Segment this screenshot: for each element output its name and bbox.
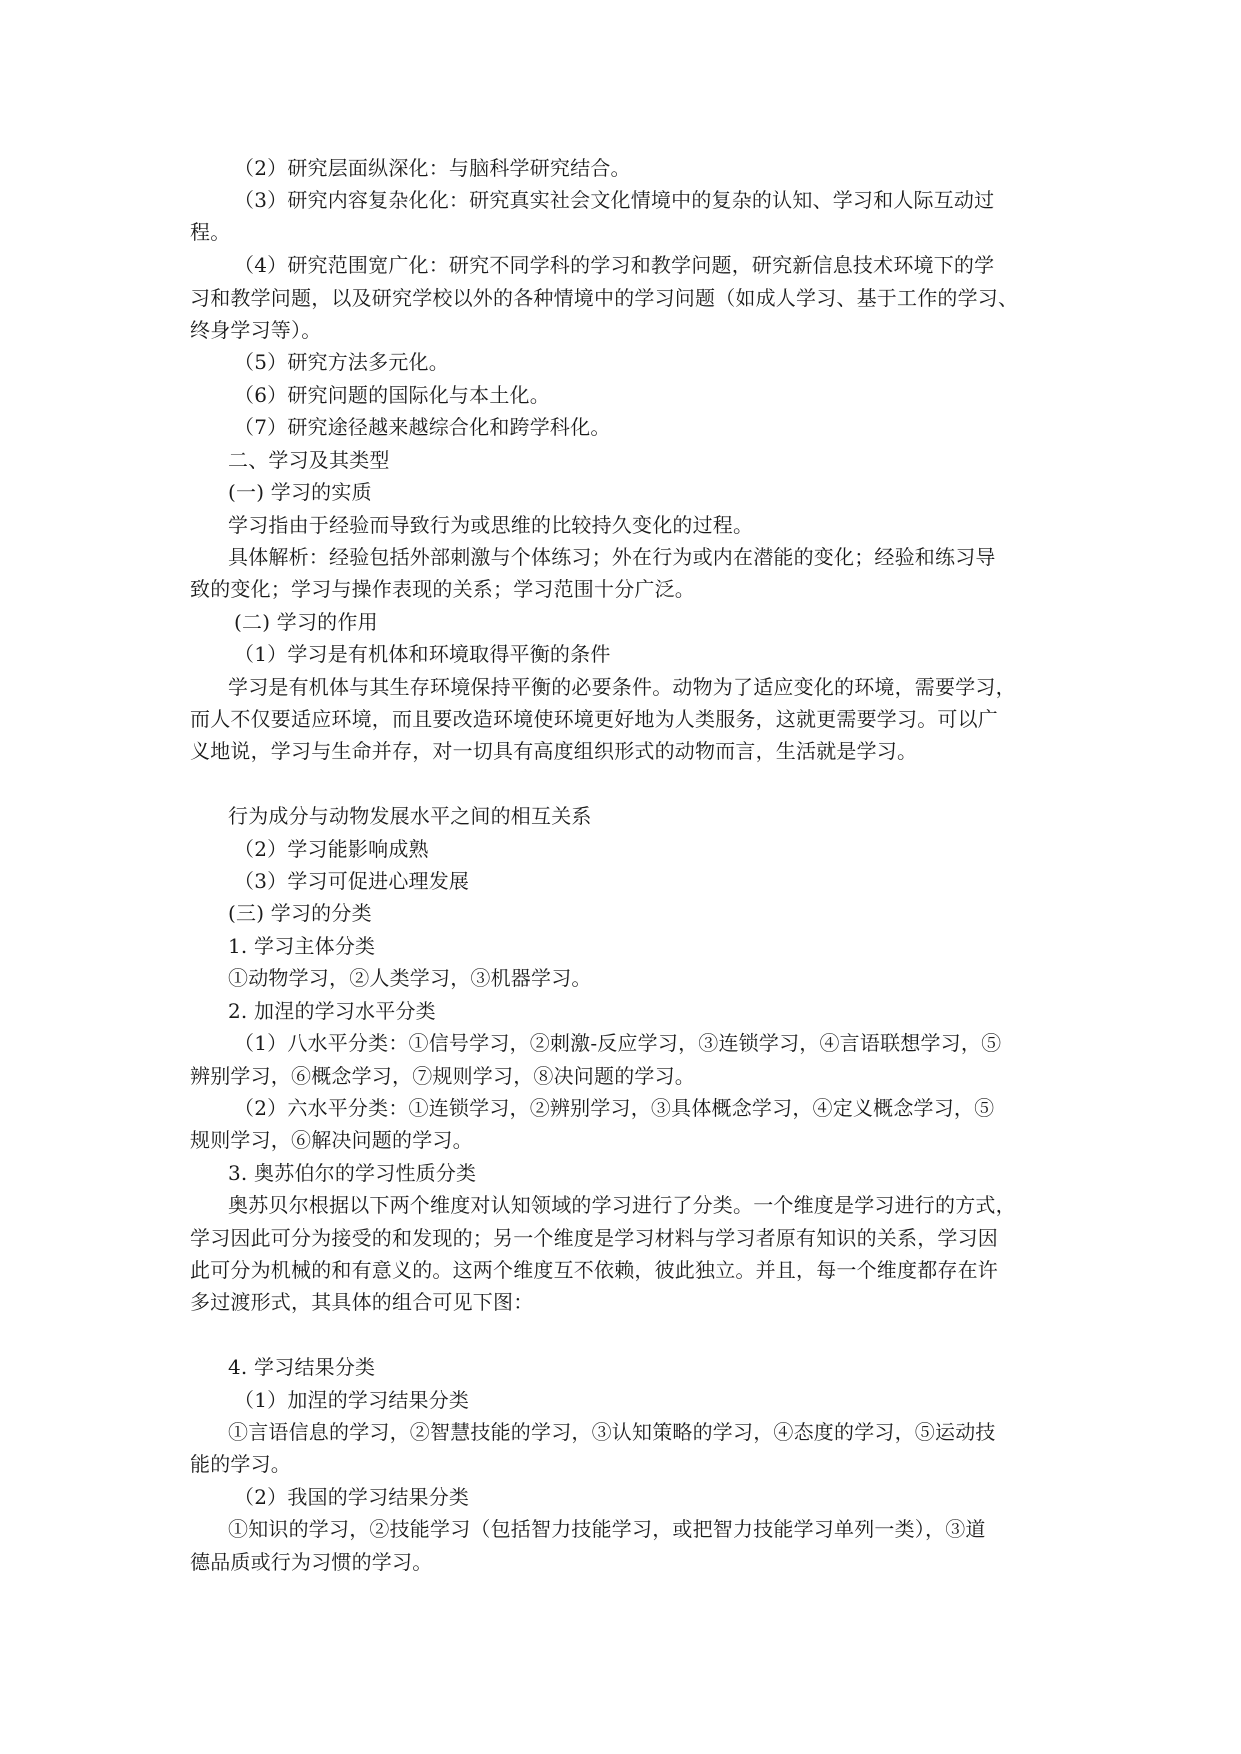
section-heading: 二、学习及其类型	[228, 448, 390, 472]
text-line: 学习是有机体与其生存环境保持平衡的必要条件。动物为了适应变化的环境，需要学习，	[228, 675, 1016, 699]
text-line: 辨别学习，⑥概念学习，⑦规则学习，⑧决问题的学习。	[190, 1064, 695, 1088]
text-line: 3. 奥苏伯尔的学习性质分类	[228, 1161, 477, 1185]
text-line: （6）研究问题的国际化与本土化。	[234, 383, 550, 407]
text-line: （5）研究方法多元化。	[234, 350, 449, 374]
subsection-heading: (三) 学习的分类	[228, 901, 372, 925]
text-line: （1）八水平分类：①信号学习，②刺激-反应学习，③连锁学习，④言语联想学习，⑤	[234, 1031, 1002, 1055]
text-line: （7）研究途径越来越综合化和跨学科化。	[234, 415, 611, 439]
text-line: （3）学习可促进心理发展	[234, 869, 470, 893]
subsection-heading: (二) 学习的作用	[234, 610, 378, 634]
text-line: （2）学习能影响成熟	[234, 837, 429, 861]
text-line: ①知识的学习，②技能学习（包括智力技能学习，或把智力技能学习单列一类），③道	[228, 1517, 986, 1541]
text-line: 义地说，学习与生命并存，对一切具有高度组织形式的动物而言，生活就是学习。	[190, 739, 918, 763]
text-line: ①言语信息的学习，②智慧技能的学习，③认知策略的学习，④态度的学习，⑤运动技	[228, 1420, 996, 1444]
text-line: 德品质或行为习惯的学习。	[190, 1550, 433, 1574]
text-line: 规则学习，⑥解决问题的学习。	[190, 1128, 473, 1152]
text-line: 致的变化；学习与操作表现的关系；学习范围十分广泛。	[190, 577, 695, 601]
text-line: ①动物学习，②人类学习，③机器学习。	[228, 966, 592, 990]
figure-caption: 行为成分与动物发展水平之间的相互关系	[228, 804, 592, 828]
subsection-heading: (一) 学习的实质	[228, 480, 372, 504]
text-line: 习和教学问题，以及研究学校以外的各种情境中的学习问题（如成人学习、基于工作的学习、	[190, 286, 1019, 310]
text-line: 此可分为机械的和有意义的。这两个维度互不依赖，彼此独立。并且，每一个维度都存在许	[190, 1258, 998, 1282]
text-line: （1）加涅的学习结果分类	[234, 1388, 470, 1412]
text-line: 能的学习。	[190, 1452, 291, 1476]
text-line: （3）研究内容复杂化化：研究真实社会文化情境中的复杂的认知、学习和人际互动过	[234, 188, 995, 212]
text-line: 1. 学习主体分类	[228, 934, 376, 958]
text-line: 多过渡形式，其具体的组合可见下图：	[190, 1290, 534, 1314]
text-line: （1）学习是有机体和环境取得平衡的条件	[234, 642, 611, 666]
text-line: 学习因此可分为接受的和发现的；另一个维度是学习材料与学习者原有知识的关系，学习因	[190, 1226, 998, 1250]
text-line: 而人不仅要适应环境，而且要改造环境使环境更好地为人类服务，这就更需要学习。可以广	[190, 707, 998, 731]
text-line: （4）研究范围宽广化：研究不同学科的学习和教学问题，研究新信息技术环境下的学	[234, 253, 995, 277]
text-line: 终身学习等）。	[190, 318, 322, 342]
text-line: （2）我国的学习结果分类	[234, 1485, 470, 1509]
text-line: 程。	[190, 220, 231, 244]
text-line: 2. 加涅的学习水平分类	[228, 999, 436, 1023]
text-line: 学习指由于经验而导致行为或思维的比较持久变化的过程。	[228, 513, 754, 537]
text-line: （2）六水平分类：①连锁学习，②辨别学习，③具体概念学习，④定义概念学习，⑤	[234, 1096, 995, 1120]
text-line: （2）研究层面纵深化：与脑科学研究结合。	[234, 156, 631, 180]
text-line: 奥苏贝尔根据以下两个维度对认知领域的学习进行了分类。一个维度是学习进行的方式，	[228, 1193, 1016, 1217]
text-line: 具体解析：经验包括外部刺激与个体练习；外在行为或内在潜能的变化；经验和练习导	[228, 545, 996, 569]
text-line: 4. 学习结果分类	[228, 1355, 376, 1379]
